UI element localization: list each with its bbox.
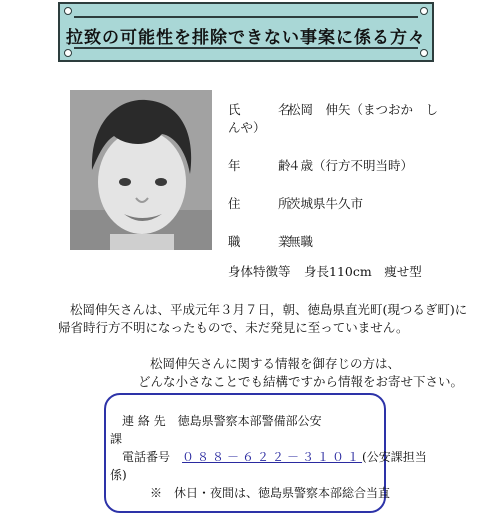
phone-label: 電話番号 <box>122 450 171 464</box>
age-label: 年 齢 <box>228 158 291 173</box>
banner-rivet <box>420 49 428 57</box>
banner-rivet <box>64 7 72 15</box>
contact-org: 徳島県警察本部警備部公安 <box>177 414 322 428</box>
age-row <box>228 156 413 174</box>
banner-rivet <box>420 7 428 15</box>
phone-note: (公安課担当 <box>362 450 427 464</box>
contact-label: 連 絡 先 <box>122 414 166 428</box>
job-row <box>228 232 313 250</box>
name-label: 氏 名 <box>228 102 291 117</box>
job-label: 職 業 <box>228 234 291 249</box>
name-value: 松岡 伸矢（まつおか し <box>288 102 439 117</box>
missing-person-photo <box>70 90 212 250</box>
phone-number-link[interactable]: ０８８－６２２－３１０１ <box>182 450 363 464</box>
features-label: 身体特徴等 <box>228 264 291 279</box>
job-value: 無職 <box>288 234 314 249</box>
age-value: ４歳（行方不明当時） <box>288 158 414 173</box>
name-row <box>228 100 438 118</box>
address-value: 茨城県牛久市 <box>288 196 364 211</box>
name-continuation <box>228 118 266 136</box>
contact-line <box>122 412 322 429</box>
banner-title: 拉致の可能性を排除できない事案に係る方々 <box>66 28 426 48</box>
incident-line-2: 帰省時行方不明になったもので、未だ発見に至っていません。 <box>58 320 409 335</box>
features-value: 身長110cm 痩せ型 <box>304 264 422 279</box>
phone-line <box>122 448 427 465</box>
features-row <box>228 262 422 280</box>
incident-line-1: 松岡伸矢さんは、平成元年３月７日，朝、徳島県直光町(現つるぎ町)に <box>70 302 468 317</box>
banner-rivet <box>64 49 72 57</box>
phone-note-continuation: 係) <box>110 468 127 482</box>
address-row <box>228 194 363 212</box>
contact-org-continuation: 課 <box>110 432 123 446</box>
banner-top-rule <box>74 16 418 18</box>
name-value-cont: んや） <box>228 120 266 135</box>
request-line-2: どんな小さなことでも結構ですから情報をお寄せ下さい。 <box>138 374 464 389</box>
request-line-1: 松岡伸矢さんに関する情報を御存じの方は、 <box>150 356 401 371</box>
night-contact-note: ※ 休日・夜間は、徳島県警察本部総合当直 <box>150 486 391 500</box>
address-label: 住 所 <box>228 196 291 211</box>
title-banner <box>58 2 434 62</box>
